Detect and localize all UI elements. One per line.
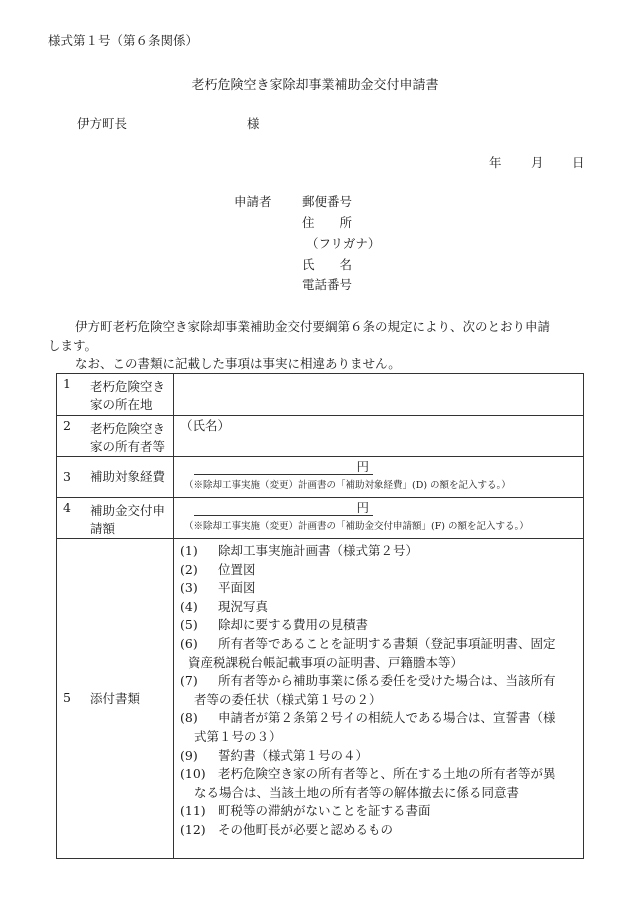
row-number: 3 — [63, 468, 71, 484]
body-text-line-1: 伊方町老朽危険空き家除却事業補助金交付要綱第６条の規定により、次のとおり申請 — [75, 319, 551, 334]
item-number: (8) — [180, 710, 198, 726]
addressee-name: 伊方町長 — [77, 116, 128, 131]
item-text: 除却に要する費用の見積書 — [218, 617, 369, 633]
item-text-continued: 者等の委任状（様式第１号の２） — [194, 691, 382, 707]
applicant-postal-code-label: 郵便番号 — [302, 194, 353, 209]
applicant-furigana-label: （フリガナ） — [306, 236, 381, 251]
item-number: (6) — [180, 635, 198, 651]
list-item — [180, 765, 579, 802]
item-number: (5) — [180, 617, 198, 633]
table-row-owner — [57, 416, 584, 457]
location-label: 老朽危険空き家の所在地 — [90, 379, 166, 412]
item-text: 老朽危険空き家の所有者等と、所在する土地の所有者等が異 — [218, 766, 556, 782]
item-text: その他町長が必要と認めるもの — [218, 821, 394, 837]
list-item — [180, 542, 579, 561]
row-number: 5 — [63, 690, 71, 706]
eligible-cost-label: 補助対象経費 — [90, 469, 166, 484]
item-text: 除却工事実施計画書（様式第２号） — [218, 543, 419, 558]
item-text: 申請者が第２条第２号イの相続人である場合は、宣誓書（様 — [218, 710, 556, 726]
owner-label: 老朽危険空き家の所有者等 — [90, 421, 166, 454]
document-title: 老朽危険空き家除却事業補助金交付申請書 — [191, 78, 439, 93]
eligible-cost-label-cell — [57, 457, 174, 498]
body-text-line-2: します。 — [48, 338, 98, 353]
attachments-label-cell — [57, 539, 174, 859]
item-number: (7) — [180, 673, 198, 689]
applicant-address-label: 住 所 — [302, 215, 353, 230]
applicant-phone-label: 電話番号 — [302, 277, 353, 292]
row-number: 4 — [63, 500, 71, 515]
list-item — [180, 635, 579, 672]
subsidy-amount-value-cell[interactable] — [174, 498, 584, 539]
table-row-eligible-cost — [57, 457, 584, 498]
item-text: 所有者等から補助事業に係る委任を受けた場合は、当該所有 — [218, 673, 556, 689]
item-number: (10) — [180, 766, 206, 782]
location-value-cell[interactable] — [174, 374, 584, 416]
row-number: 2 — [63, 418, 71, 433]
yen-unit: 円 — [356, 459, 369, 474]
date-day-label: 日 — [572, 155, 585, 170]
row-number: 1 — [63, 376, 71, 391]
addressee-honorific: 様 — [247, 116, 260, 131]
list-item — [180, 598, 579, 617]
applicant-name-label: 氏 名 — [302, 257, 353, 272]
item-number: (3) — [180, 580, 198, 596]
yen-unit: 円 — [356, 500, 369, 515]
application-items-table — [56, 373, 584, 859]
eligible-cost-amount-line[interactable] — [194, 460, 373, 475]
subsidy-amount-note: （※除却工事実施（変更）計画書の「補助金交付申請額」(F) の額を記入する。） — [184, 521, 529, 532]
owner-label-cell — [57, 416, 174, 457]
item-text: 現況写真 — [218, 598, 269, 614]
item-text: 誓約書（様式第１号の４） — [218, 747, 369, 763]
list-item — [180, 802, 579, 821]
form-number: 様式第１号（第６条関係） — [48, 33, 199, 48]
applicant-label: 申請者 — [234, 194, 272, 209]
date-year-label: 年 — [489, 155, 502, 170]
list-item — [180, 821, 579, 840]
list-item — [180, 672, 579, 709]
table-row-attachments — [57, 539, 584, 859]
owner-name-prompt: （氏名） — [180, 418, 231, 433]
owner-value-cell[interactable] — [174, 416, 584, 457]
item-number: (2) — [180, 561, 198, 577]
list-item — [180, 747, 579, 766]
table-row-location — [57, 374, 584, 416]
list-item — [180, 579, 579, 598]
attachments-list-cell — [174, 539, 584, 859]
eligible-cost-value-cell[interactable] — [174, 457, 584, 498]
eligible-cost-note: （※除却工事実施（変更）計画書の「補助対象経費」(D) の額を記入する。） — [184, 480, 511, 491]
item-text: 平面図 — [218, 580, 256, 596]
item-number: (4) — [180, 598, 198, 614]
subsidy-amount-label-cell — [57, 498, 174, 539]
item-text: 町税等の滞納がないことを証する書面 — [218, 803, 431, 819]
location-label-cell — [57, 374, 174, 416]
item-number: (1) — [180, 543, 198, 558]
item-text: 所有者等であることを証明する書類（登記事項証明書、固定 — [218, 635, 556, 651]
list-item — [180, 561, 579, 580]
item-number: (9) — [180, 747, 198, 763]
item-text-continued: 式第１号の３） — [194, 728, 282, 744]
attachments-list — [174, 539, 583, 842]
date-month-label: 月 — [531, 155, 544, 170]
item-number: (12) — [180, 821, 206, 837]
item-number: (11) — [180, 803, 206, 819]
table-row-subsidy-amount — [57, 498, 584, 539]
item-text-continued: なる場合は、当該土地の所有者等の解体撤去に係る同意書 — [194, 784, 520, 800]
body-text-line-3: なお、この書類に記載した事項は事実に相違ありません。 — [75, 356, 401, 371]
subsidy-amount-line[interactable] — [194, 501, 373, 516]
subsidy-amount-label: 補助金交付申請額 — [90, 503, 166, 536]
item-text-continued: 資産税課税台帳記載事項の証明書、戸籍謄本等） — [188, 654, 464, 670]
item-text: 位置図 — [218, 561, 256, 577]
list-item — [180, 709, 579, 746]
list-item — [180, 616, 579, 635]
attachments-label: 添付書類 — [90, 690, 141, 706]
